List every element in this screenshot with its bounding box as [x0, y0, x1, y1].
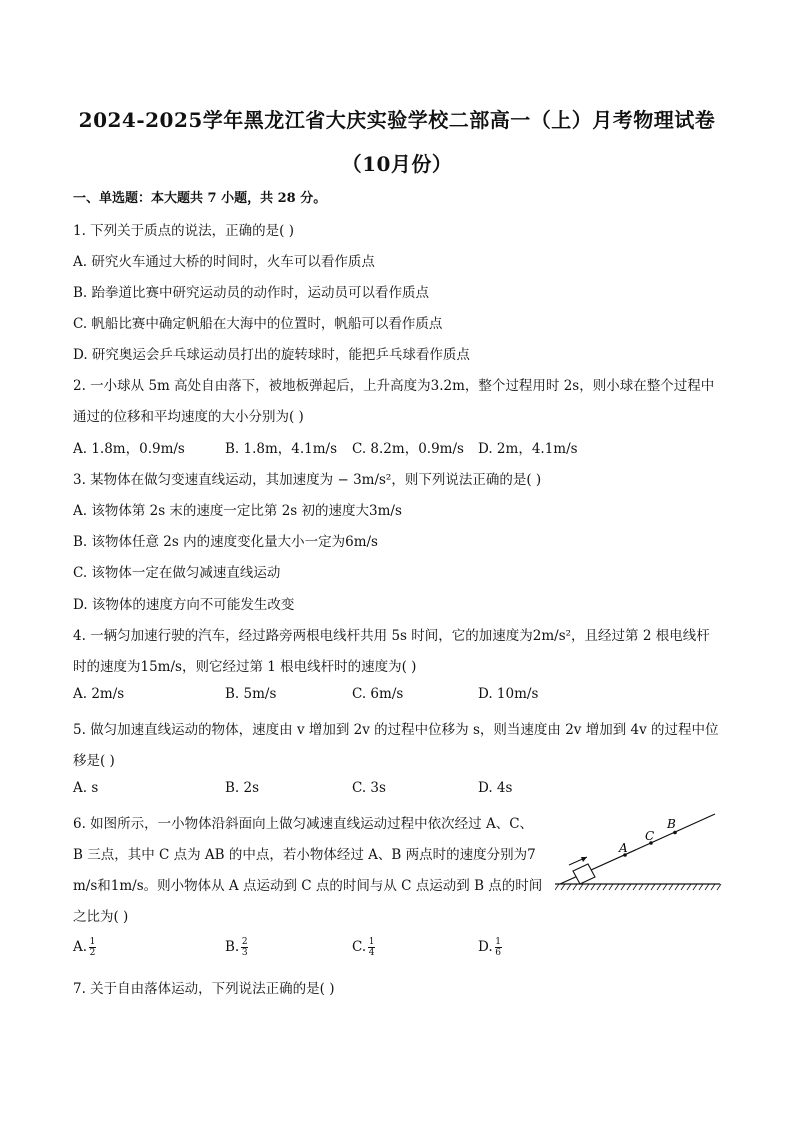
q5-option-c: C. 3s	[352, 780, 386, 796]
q6-stem-line4: 之比为( )	[73, 909, 129, 925]
q6-stem-line3: m/s和1m/s。则小物体从 A 点运动到 C 点的时间与从 C 点运动到 B 点的时间	[73, 878, 543, 894]
q5-option-a: A. s	[73, 780, 99, 796]
label-c: C	[645, 829, 655, 843]
label-a: A	[619, 841, 628, 855]
point-b	[673, 831, 677, 835]
q6-option-c-fraction	[368, 937, 375, 958]
q6-option-b-label: B.	[225, 939, 240, 955]
exam-title-line2: （10月份）	[341, 152, 453, 176]
q6-option-a-fraction	[89, 937, 96, 958]
q3-option-c: C. 该物体一定在做匀减速直线运动	[73, 565, 281, 581]
q1-option-d: D. 研究奥运会乒乓球运动员打出的旋转球时，能把乒乓球看作质点	[73, 347, 470, 363]
q5-option-b: B. 2s	[225, 780, 260, 796]
q7-stem: 7. 关于自由落体运动，下列说法正确的是( )	[73, 981, 335, 997]
q6-stem-line1: 6. 如图所示，一小物体沿斜面向上做匀减速直线运动过程中依次经过 A、C、	[73, 816, 534, 832]
q3-stem: 3. 某物体在做匀变速直线运动，其加速度为 − 3m/s²，则下列说法正确的是( )	[73, 472, 542, 488]
q6-option-c	[352, 937, 375, 958]
q2-option-a: A. 1.8m，0.9m/s	[73, 441, 185, 457]
q2-stem-line2: 通过的位移和平均速度的大小分别为( )	[73, 409, 304, 425]
q3-option-b: B. 该物体任意 2s 内的速度变化量大小一定为6m/s	[73, 534, 378, 550]
q5-stem-line2: 移是( )	[73, 753, 115, 769]
exam-title-line1: 2024-2025学年黑龙江省大庆实验学校二部高一（上）月考物理试卷	[78, 108, 716, 132]
q4-option-c: C. 6m/s	[352, 686, 404, 702]
q3-option-d: D. 该物体的速度方向不可能发生改变	[73, 597, 295, 613]
q2-stem-line1: 2. 一小球从 5m 高处自由落下，被地板弹起后，上升高度为3.2m，整个过程用时 2s，则小球在整个过程中	[73, 378, 715, 394]
q1-option-b: B. 跆拳道比赛中研究运动员的动作时，运动员可以看作质点	[73, 285, 430, 301]
q4-stem-line1: 4. 一辆匀加速行驶的汽车，经过路旁两根电线杆共用 5s 时间，它的加速度为2m/s²，且经过第 2 根电线杆	[73, 628, 710, 644]
q6-a-denominator: 2	[89, 948, 96, 958]
q5-option-d: D. 4s	[478, 780, 513, 796]
q6-d-denominator: 6	[495, 948, 501, 958]
block	[573, 864, 595, 884]
q6-option-b	[225, 937, 248, 958]
q1-option-c: C. 帆船比赛中确定帆船在大海中的位置时，帆船可以看作质点	[73, 316, 443, 332]
q6-c-numerator: 1	[368, 937, 375, 947]
q1-stem: 1. 下列关于质点的说法，正确的是( )	[73, 223, 294, 239]
q6-option-a-label: A.	[73, 939, 88, 955]
q6-c-denominator: 4	[368, 948, 375, 958]
q3-option-a: A. 该物体第 2s 末的速度一定比第 2s 初的速度大3m/s	[73, 503, 402, 519]
q4-stem-line2: 时的速度为15m/s，则它经过第 1 根电线杆时的速度为( )	[73, 659, 417, 675]
label-b: B	[667, 817, 676, 831]
q6-b-denominator: 3	[241, 948, 248, 958]
ground-hatching	[555, 884, 721, 890]
q6-stem-line2: B 三点，其中 C 点为 AB 的中点，若小物体经过 A、B 两点时的速度分别为7	[73, 847, 536, 863]
q5-stem-line1: 5. 做匀加速直线运动的物体，速度由 v 增加到 2v 的过程中位移为 s，则当速度由 2v 增加到 4v 的过程中位	[73, 722, 719, 738]
q6-option-b-fraction	[241, 937, 248, 958]
q2-option-d: D. 2m，4.1m/s	[478, 441, 578, 457]
section-heading: 一、单选题：本大题共 7 小题，共 28 分。	[73, 191, 327, 206]
q6-d-numerator: 1	[495, 937, 501, 947]
incline-figure	[555, 808, 725, 893]
q4-option-d: D. 10m/s	[478, 686, 539, 702]
q2-option-c: C. 8.2m，0.9m/s	[352, 441, 464, 457]
q4-option-b: B. 5m/s	[225, 686, 277, 702]
q6-option-a	[73, 937, 96, 958]
q6-option-c-label: C.	[352, 939, 367, 955]
q6-option-d-label: D.	[478, 939, 493, 955]
q6-b-numerator: 2	[241, 937, 248, 947]
q6-option-d	[478, 937, 502, 958]
q2-option-b: B. 1.8m，4.1m/s	[225, 441, 338, 457]
q4-option-a: A. 2m/s	[73, 686, 125, 702]
q6-a-numerator: 1	[89, 937, 96, 947]
q6-option-d-fraction	[495, 937, 502, 958]
q1-option-a: A. 研究火车通过大桥的时间时，火车可以看作质点	[73, 254, 375, 270]
